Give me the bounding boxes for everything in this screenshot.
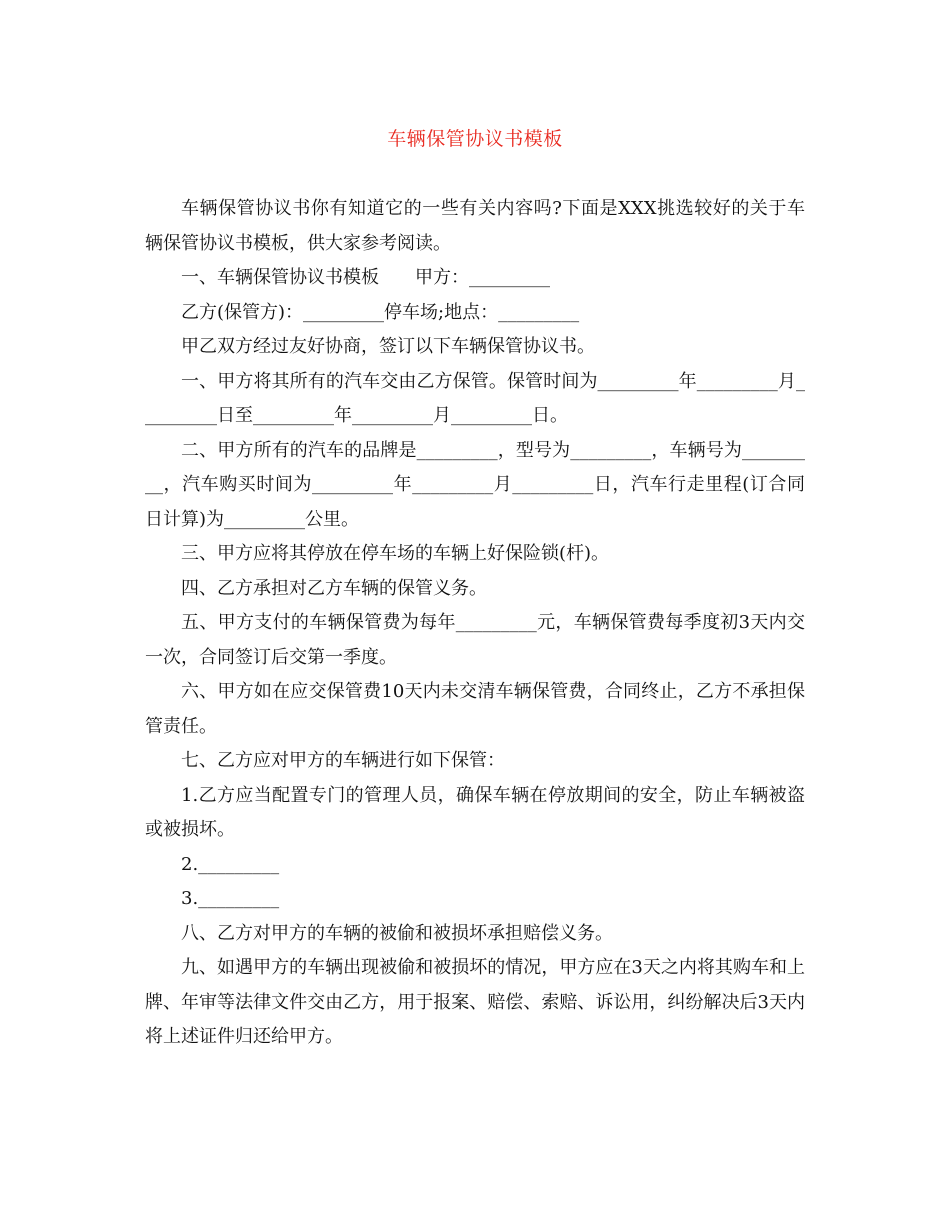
clause-7-item-1: 1.乙方应当配置专门的管理人员，确保车辆在停放期间的安全，防止车辆被盗或被损坏。: [145, 784, 805, 840]
intro-paragraph: 车辆保管协议书你有知道它的一些有关内容吗?下面是XXX挑选较好的关于车辆保管协议书模板，供大家参考阅读。: [145, 198, 805, 254]
agreement-statement: 甲乙双方经过友好协商，签订以下车辆保管协议书。: [181, 336, 595, 357]
document-title: 车辆保管协议书模板: [387, 128, 563, 150]
clause-8: 八、乙方对甲方的车辆的被偷和被损坏承担赔偿义务。: [181, 922, 613, 944]
clause-3: 三、甲方应将其停放在停车场的车辆上好保险锁(杆)。: [181, 543, 610, 564]
clause-7-item-2: 2._________: [181, 853, 280, 875]
clause-7-item-3: 3._________: [181, 888, 280, 909]
clause-5: 五、甲方支付的车辆保管费为每年_________元，车辆保管费每季度初3天内交一次，合同签订后交第一季度。: [145, 612, 805, 668]
section-heading-party-a: 一、车辆保管协议书模板 甲方：_________: [181, 267, 550, 288]
party-b-line: 乙方(保管方)：_________停车场;地点：_________: [181, 301, 580, 323]
clause-1: 一、甲方将其所有的汽车交由乙方保管。保管时间为_________年_________月_________日至_________年_________月_________日。: [145, 370, 805, 426]
clause-4: 四、乙方承担对乙方车辆的保管义务。: [181, 577, 487, 599]
clause-9: 九、如遇甲方的车辆出现被偷和被损坏的情况，甲方应在3天之内将其购车和上牌、年审等法律文件交由乙方，用于报案、赔偿、索赔、诉讼用，纠纷解决后3天内将上述证件归还给甲方。: [145, 957, 805, 1047]
clause-2: 二、甲方所有的汽车的品牌是_________，型号为_________，车辆号为_________，汽车购买时间为_________年_________月_________日，汽车行走里程(订合同日计算)为_________公里。: [145, 439, 805, 530]
document-body: [145, 192, 805, 1055]
clause-6: 六、甲方如在应交保管费10天内未交清车辆保管费，合同终止，乙方不承担保管责任。: [145, 681, 805, 737]
clause-7: 七、乙方应对甲方的车辆进行如下保管：: [181, 750, 505, 771]
